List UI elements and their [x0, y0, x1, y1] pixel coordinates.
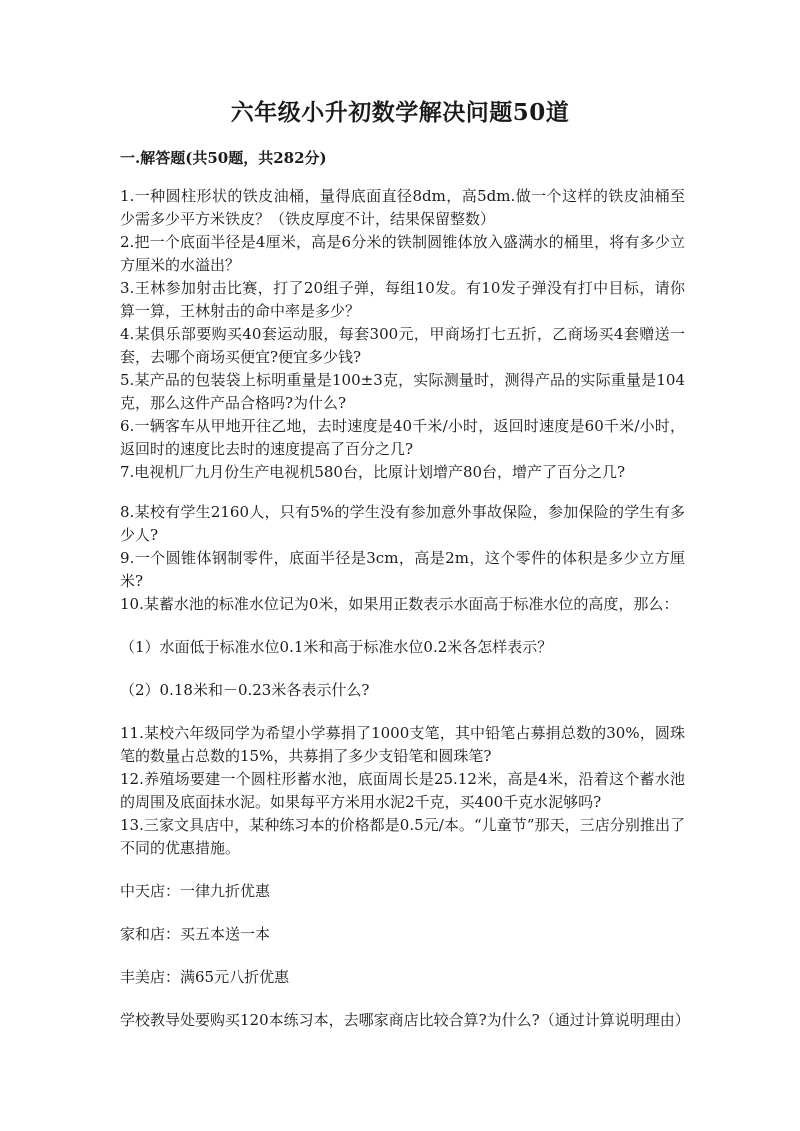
- question-9: 9.一个圆锥体钢制零件，底面半径是3cm，高是2m，这个零件的体积是多少立方厘米?: [120, 549, 685, 590]
- question-7: 7.电视机厂九月份生产电视机580台，比原计划增产80台，增产了百分之几?: [120, 463, 626, 481]
- section-heading: 一.解答题(共50题，共282分): [120, 149, 327, 167]
- question-10-part-1: （1）水面低于标准水位0.1米和高于标准水位0.2米各怎样表示？: [120, 638, 553, 656]
- question-13-prompt: 学校教导处要购买120本练习本，去哪家商店比较合算?为什么?（通过计算说明理由）: [120, 1011, 690, 1029]
- page-title: 六年级小升初数学解决问题50道: [230, 99, 570, 126]
- question-list: [120, 185, 690, 1032]
- question-11: 11.某校六年级同学为希望小学募捐了1000支笔，其中铅笔占募捐总数的30%，圆珠笔的数量占总数的15%，共募捐了多少支铅笔和圆珠笔?: [120, 724, 685, 765]
- question-10-part-2: （2）0.18米和－0.23米各表示什么?: [120, 681, 370, 699]
- question-13: 13.三家文具店中，某种练习本的价格都是0.5元/本。“儿童节”那天，三店分别推出了不同的优惠措施。: [120, 816, 685, 857]
- store-jiahe: 家和店：买五本送一本: [120, 925, 271, 943]
- question-1: 1.一种圆柱形状的铁皮油桶，量得底面直径8dm，高5dm.做一个这样的铁皮油桶至少需多少平方米铁皮？（铁皮厚度不计，结果保留整数）: [120, 187, 685, 228]
- store-zhongtian: 中天店：一律九折优惠: [120, 882, 271, 900]
- question-12: 12.养殖场要建一个圆柱形蓄水池，底面周长是25.12米，高是4米，沿着这个蓄水池的周围及底面抹水泥。如果每平方米用水泥2千克，买400千克水泥够吗?: [120, 770, 685, 811]
- store-fengmei: 丰美店：满65元八折优惠: [120, 968, 290, 986]
- question-3: 3.王林参加射击比赛，打了20组子弹，每组10发。有10发子弹没有打中目标，请你算一算，王林射击的命中率是多少？: [120, 279, 685, 320]
- question-8: 8.某校有学生2160人，只有5%的学生没有参加意外事故保险，参加保险的学生有多少人?: [120, 503, 685, 544]
- question-6: 6.一辆客车从甲地开往乙地，去时速度是40千米/小时，返回时速度是60千米/小时，返回时的速度比去时的速度提高了百分之几?: [120, 417, 685, 458]
- question-10: 10.某蓄水池的标准水位记为0米，如果用正数表示水面高于标准水位的高度，那么：: [120, 595, 679, 613]
- question-4: 4.某俱乐部要购买40套运动服，每套300元，甲商场打七五折，乙商场买4套赠送一套，去哪个商场买便宜?便宜多少钱?: [120, 325, 685, 366]
- question-5: 5.某产品的包装袋上标明重量是100±3克，实际测量时，测得产品的实际重量是104克，那么这件产品合格吗?为什么?: [120, 371, 685, 412]
- question-2: 2.把一个底面半径是4厘米，高是6分米的铁制圆锥体放入盛满水的桶里，将有多少立方厘米的水溢出？: [120, 233, 685, 274]
